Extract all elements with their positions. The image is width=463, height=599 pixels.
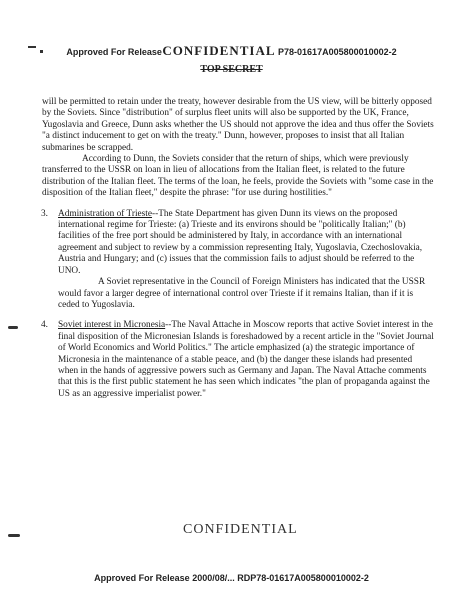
release-label: Approved For Release: [66, 47, 162, 57]
footer-document-id: RDP78-01617A005800010002-2: [237, 573, 369, 583]
confidential-stamp: CONFIDENTIAL: [162, 43, 276, 58]
item-micronesia: [42, 320, 434, 400]
item-number: 4.: [41, 320, 48, 331]
item-trieste-text: [58, 209, 434, 277]
paragraph-soviet-trieste: A Soviet representative in the Council of Foreign Ministers has indicated that the USSR would favor a larger degree of international control over Trieste if it remains Italian, than if it is ceded to Yugoslavia.: [58, 277, 426, 310]
item-heading: Administration of Trieste: [58, 208, 153, 219]
footer-release-label: Approved For Release: [94, 573, 190, 583]
release-stamp-bottom: [0, 573, 463, 583]
item-heading: Soviet interest in Micronesia: [58, 320, 166, 331]
scan-mark-left-middle: [8, 326, 18, 329]
item-number: 3.: [41, 208, 48, 219]
footer-date: 2000/08/...: [192, 573, 235, 583]
release-stamp-top: [0, 43, 463, 59]
item-micronesia-text: [58, 320, 434, 400]
item-body: --The Naval Attache in Moscow reports that active Soviet interest in the final disposition of the Micronesian Islands is foreshadowed by a recent article in the "Soviet Journal of World Economics and World Politics." The article emphasized (a) the strategic importance of Micronesia in the maintenance of a stable peace, and (b) the danger these islands had presented when in the hands of aggressive powers such as Germany and Japan. The Naval Attache comments that this is the first public statement he has seen which indicates "the plan of propaganda against the US as an aggressive imperialist power.": [58, 320, 434, 399]
item-body: --The State Department has given Dunn its views on the proposed international regime for Trieste: (a) Trieste and its environs should be "politically Italian;" (b) facilities of the free port should be administered by Italy, in accordance with an international agreement and subject to review by a commission representing Italy, Yugoslavia, Czechoslovakia, Austria and Hungary; and (c) issues that the commission fails to adjust should be referred to the UNO.: [58, 208, 423, 276]
scan-mark-left-bottom: [8, 534, 20, 537]
document-id: P78-01617A005800010002-2: [278, 47, 397, 57]
item-trieste: [42, 209, 434, 312]
confidential-stamp-bottom: CONFIDENTIAL: [183, 522, 298, 537]
top-secret-classification: TOP SECRET: [200, 64, 263, 75]
paragraph-ship-loans: According to Dunn, the Soviets consider that the return of ships, which were previously transferred to the USSR on loan in lieu of allocations from the Italian fleet, is related to the future distribution of the Italian fleet. The terms of the loan, he feels, provide the Soviets with "some case in the disposition of the Italian fleet," despite the phrase: "for use during hostilities.": [42, 154, 434, 199]
document-body: [42, 97, 434, 400]
paragraph-fleet-distribution: will be permitted to retain under the treaty, however desirable from the US view, will be bitterly opposed by the Soviets. Since "distribution" of surplus fleet units will also be supported by the UK, France, Yugoslavia and Greece, Dunn asks whether the US should not approve the idea and thus offer the Soviets "a distinct inducement to get on with the treaty." Dunn, however, proposes to insist that all Italian submarines be scrapped.: [42, 97, 434, 153]
